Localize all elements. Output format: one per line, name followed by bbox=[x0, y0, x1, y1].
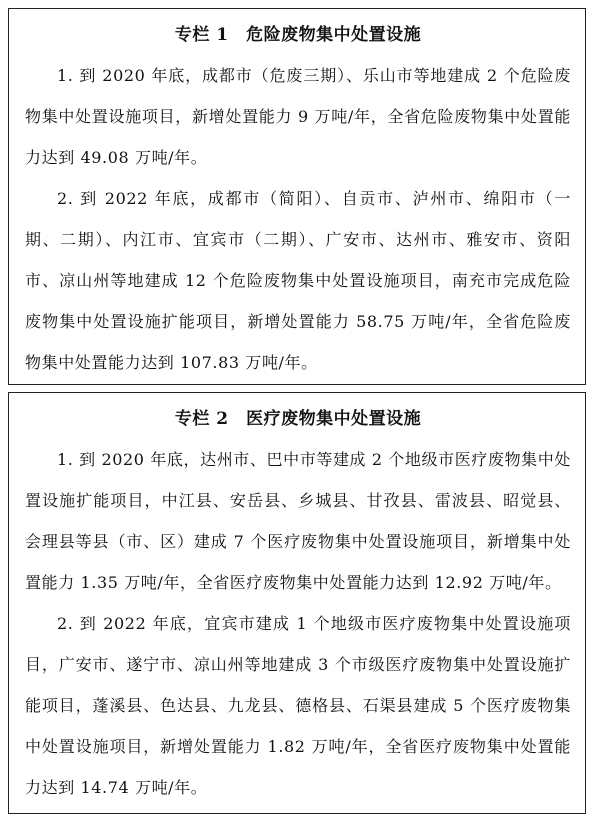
column-title: 专栏 1 危险废物集中处置设施 bbox=[174, 25, 422, 45]
paragraph: 2. 到 2022 年底，宜宾市建成 1 个地级市医疗废物集中处置设施项目，广安市、遂宁市、凉山州等地建成 3 个市级医疗废物集中处置设施扩能项目，蓬溪县、色达县、九龙县、德格县、石渠县建成 5 个医疗废物集中处置设施项目，新增处置能力 1.82 万吨/年，全省医疗废物集中处置能力达到 14.74 万吨/年。 bbox=[25, 614, 571, 797]
paragraph: 2. 到 2022 年底，成都市（简阳）、自贡市、泸州市、绵阳市（一期、二期）、内江市、宜宾市（二期）、广安市、达州市、雅安市、资阳市、凉山州等地建成 12 个危险废物集中处置设施项目，南充市完成危险废物集中处置设施扩能项目，新增处置能力 58.75 万吨/年，全省危险废物集中处置能力达到 107.83 万吨/年。 bbox=[25, 189, 571, 372]
column-box-2 bbox=[8, 392, 586, 814]
column-box-1 bbox=[8, 8, 586, 385]
paragraph: 1. 到 2020 年底，达州市、巴中市等建成 2 个地级市医疗废物集中处置设施扩能项目，中江县、安岳县、乡城县、甘孜县、雷波县、昭觉县、会理县等县（市、区）建成 7 个医疗废物集中处置设施项目，新增集中处置能力 1.35 万吨/年，全省医疗废物集中处置能力达到 12.92 万吨/年。 bbox=[25, 450, 571, 592]
column-title: 专栏 2 医疗废物集中处置设施 bbox=[174, 409, 422, 429]
paragraph: 1. 到 2020 年底，成都市（危废三期）、乐山市等地建成 2 个危险废物集中处置设施项目，新增处置能力 9 万吨/年，全省危险废物集中处置能力达到 49.08 万吨/年。 bbox=[25, 66, 571, 167]
